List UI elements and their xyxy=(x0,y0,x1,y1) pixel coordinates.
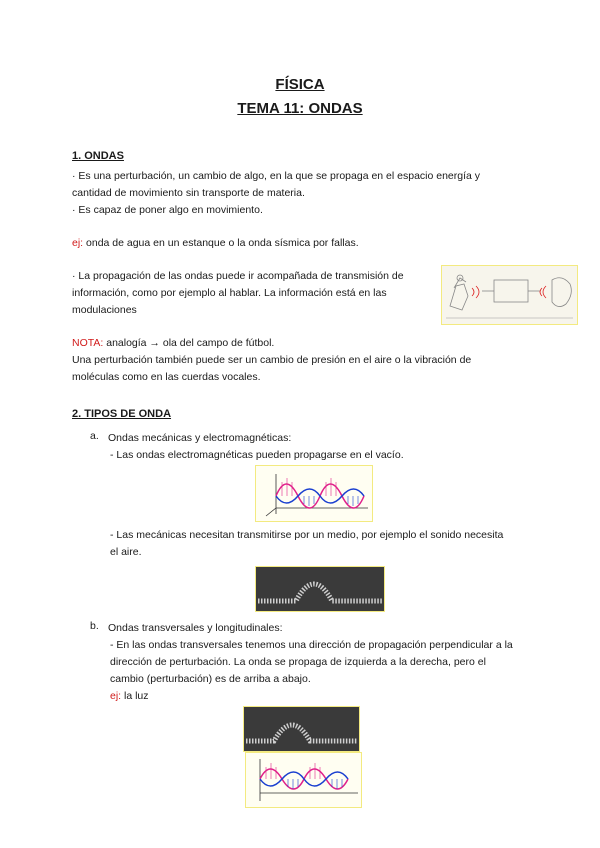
list-item-a-sub1: - Las ondas electromagnéticas pueden propagarse en el vacío. xyxy=(110,449,404,461)
communication-diagram-image xyxy=(441,265,578,325)
section-heading-ondas: 1. ONDAS xyxy=(72,150,124,162)
text-line: cantidad de movimiento sin transporte de materia. xyxy=(72,187,305,199)
list-marker-b: b. xyxy=(90,620,99,632)
spring-transverse-image xyxy=(243,706,360,752)
paragraph-propagation xyxy=(72,268,432,319)
list-marker-a: a. xyxy=(90,430,99,442)
text-line: dirección de perturbación. La onda se propaga de izquierda a la derecha, pero el xyxy=(110,656,486,668)
text-line: modulaciones xyxy=(72,304,137,316)
list-item-a-sub2 xyxy=(110,527,530,561)
em-wave-light-image xyxy=(245,752,362,808)
example-label: ej: xyxy=(72,237,84,249)
document-title: FÍSICA xyxy=(275,76,325,93)
spring-transverse-svg xyxy=(244,707,359,751)
list-item-b-title: Ondas transversales y longitudinales: xyxy=(108,622,283,634)
paragraph-definition xyxy=(72,168,532,219)
list-item-b-sub1 xyxy=(110,637,530,705)
text-line: cambio (perturbación) es de arriba a abajo. xyxy=(110,673,311,685)
example-text: la luz xyxy=(121,690,149,702)
spring-wave-svg xyxy=(256,567,384,611)
document-subtitle: TEMA 11: ONDAS xyxy=(237,100,363,117)
text-line: - En las ondas transversales tenemos una dirección de propagación perpendicular a la xyxy=(110,639,513,651)
em-wave-svg xyxy=(256,466,372,521)
note-label: NOTA: xyxy=(72,337,104,349)
list-item-a-title: Ondas mecánicas y electromagnéticas: xyxy=(108,432,292,444)
em-wave-image xyxy=(255,465,373,522)
text-line: el aire. xyxy=(110,546,142,558)
text-line: moléculas como en las cuerdas vocales. xyxy=(72,371,261,383)
text-line: · Es una perturbación, un cambio de algo, en la que se propaga en el espacio energía y xyxy=(72,170,481,182)
note-text: analogía → ola del campo de fútbol. xyxy=(103,337,275,349)
example-label: ej: xyxy=(110,690,122,702)
paragraph-example xyxy=(72,235,532,252)
text-line: · Es capaz de poner algo en movimiento. xyxy=(72,204,263,216)
text-line: · La propagación de las ondas puede ir acompañada de transmisión de xyxy=(72,270,404,282)
paragraph-note xyxy=(72,335,532,386)
em-wave-light-svg xyxy=(246,753,361,807)
section-heading-tipos: 2. TIPOS DE ONDA xyxy=(72,408,172,420)
spring-wave-image xyxy=(255,566,385,612)
communication-diagram-svg xyxy=(442,266,577,324)
text-line: Una perturbación también puede ser un cambio de presión en el aire o la vibración de xyxy=(72,354,472,366)
text-line: información, como por ejemplo al hablar. La información está en las xyxy=(72,287,387,299)
text-line: - Las mecánicas necesitan transmitirse por un medio, por ejemplo el sonido necesita xyxy=(110,529,504,541)
example-text: onda de agua en un estanque o la onda sísmica por fallas. xyxy=(83,237,359,249)
